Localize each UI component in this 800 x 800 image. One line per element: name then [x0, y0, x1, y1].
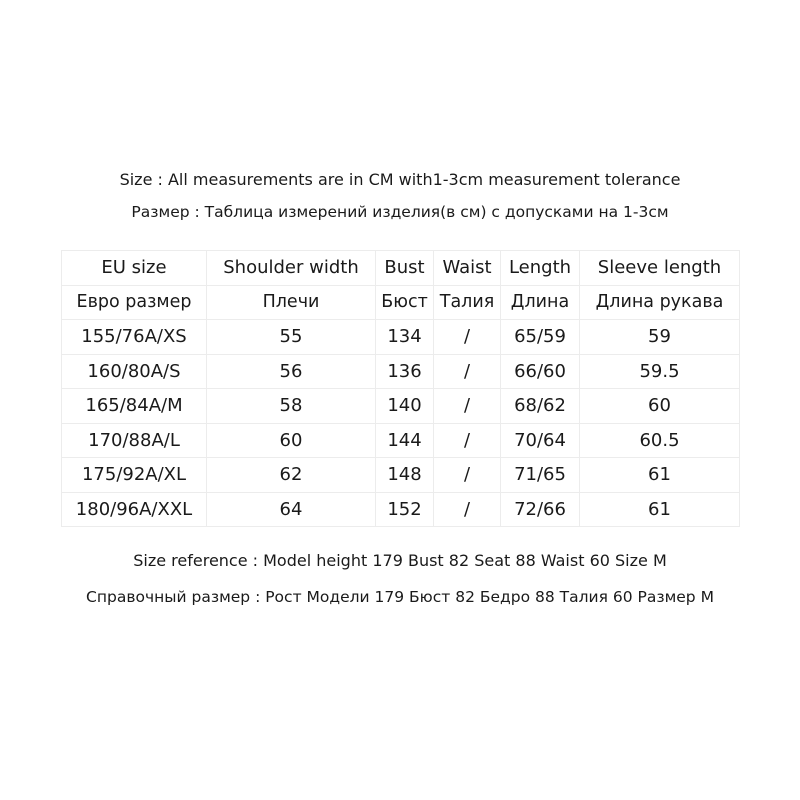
table-cell: 66/60 — [501, 354, 580, 389]
header-cell: Талия — [434, 285, 501, 320]
table-cell: 134 — [376, 320, 434, 355]
header-cell: Длина — [501, 285, 580, 320]
size-note-russian: Размер : Таблица измерений изделия(в см) с допусками на 1-3см — [131, 203, 669, 221]
table-cell: 175/92A/XL — [62, 458, 207, 493]
table-cell: 55 — [207, 320, 376, 355]
table-cell: 60 — [580, 389, 740, 424]
table-cell: / — [434, 354, 501, 389]
table-cell: 165/84A/M — [62, 389, 207, 424]
table-cell: 68/62 — [501, 389, 580, 424]
table-cell: / — [434, 320, 501, 355]
table-row — [62, 320, 740, 355]
header-cell: Waist — [434, 251, 501, 286]
table-cell: / — [434, 423, 501, 458]
table-cell: 58 — [207, 389, 376, 424]
header-cell: Евро размер — [62, 285, 207, 320]
table-row — [62, 354, 740, 389]
header-cell: Sleeve length — [580, 251, 740, 286]
table-cell: 144 — [376, 423, 434, 458]
table-cell: / — [434, 458, 501, 493]
size-chart-table — [61, 250, 740, 527]
table-cell: 61 — [580, 492, 740, 527]
header-cell: EU size — [62, 251, 207, 286]
table-row — [62, 423, 740, 458]
table-header-russian — [62, 285, 740, 320]
header-cell: Бюст — [376, 285, 434, 320]
header-cell: Плечи — [207, 285, 376, 320]
table-cell: 72/66 — [501, 492, 580, 527]
table-row — [62, 458, 740, 493]
table-cell: 62 — [207, 458, 376, 493]
header-cell: Length — [501, 251, 580, 286]
header-cell: Bust — [376, 251, 434, 286]
table-cell: 70/64 — [501, 423, 580, 458]
size-reference-english: Size reference : Model height 179 Bust 82 Seat 88 Waist 60 Size M — [133, 551, 667, 570]
table-cell: / — [434, 389, 501, 424]
size-note-english: Size : All measurements are in CM with1-3cm measurement tolerance — [119, 170, 681, 189]
table-cell: 170/88A/L — [62, 423, 207, 458]
table-cell: 59.5 — [580, 354, 740, 389]
table-cell: 148 — [376, 458, 434, 493]
table-cell: / — [434, 492, 501, 527]
table-cell: 155/76A/XS — [62, 320, 207, 355]
table-cell: 65/59 — [501, 320, 580, 355]
header-cell: Длина рукава — [580, 285, 740, 320]
table-cell: 56 — [207, 354, 376, 389]
table-cell: 152 — [376, 492, 434, 527]
table-cell: 64 — [207, 492, 376, 527]
table-row — [62, 492, 740, 527]
table-cell: 71/65 — [501, 458, 580, 493]
header-cell: Shoulder width — [207, 251, 376, 286]
table-cell: 61 — [580, 458, 740, 493]
table-cell: 140 — [376, 389, 434, 424]
table-cell: 136 — [376, 354, 434, 389]
table-cell: 160/80A/S — [62, 354, 207, 389]
table-header-english — [62, 251, 740, 286]
size-reference-russian: Справочный размер : Рост Модели 179 Бюст 82 Бедро 88 Талия 60 Размер М — [86, 588, 714, 606]
table-cell: 60 — [207, 423, 376, 458]
table-cell: 60.5 — [580, 423, 740, 458]
table-row — [62, 389, 740, 424]
table-cell: 180/96A/XXL — [62, 492, 207, 527]
table-cell: 59 — [580, 320, 740, 355]
